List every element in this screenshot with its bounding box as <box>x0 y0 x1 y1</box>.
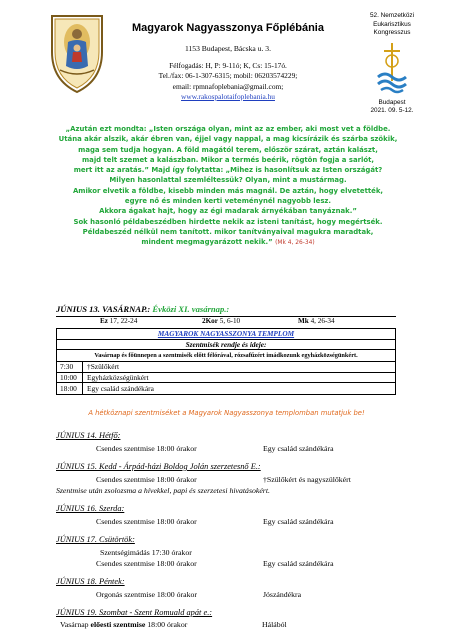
day-heading: JÚNIUS 16. Szerda: <box>56 504 125 513</box>
quote-line: Amikor elvetik a földbe, kisebb minden más magnál. De aztán, hogy elvetették, <box>72 186 384 195</box>
sunday-heading <box>56 304 229 314</box>
mass-intent: Jószándékra <box>263 590 302 599</box>
quote-line: Sok hasonló példabeszédben hirdette nekik az isteni tanítást, hogy megértsék. <box>73 217 383 226</box>
sunday-subtitle: Évközi XI. vasárnap.: <box>152 304 230 314</box>
email: email: rpmnafoplebania@gmail.com; <box>172 81 284 91</box>
quote-line: Utána akár alszik, akár ébren van, éjjel vagy nappal, a mag kicsírázik és szárba szökik, <box>58 135 398 144</box>
vigil-pre: Vasárnap <box>60 620 89 629</box>
temple-name: MAGYAROK NAGYASSZONYA TEMPLOM <box>157 329 295 339</box>
mass-intent: Egy család szándékára <box>263 517 334 526</box>
day-memo: Szentmise után zsolozsma a hívekkel, papi és szerzetesi hivatásokért. <box>56 486 270 495</box>
day-heading: JÚNIUS 17. Csütörtök: <box>56 535 135 544</box>
congress-block <box>352 12 432 116</box>
rosary-note-row <box>57 350 395 362</box>
mass-time: 18:00 <box>57 383 83 394</box>
quote-last-text: mindent megmagyarázott nekik.” <box>141 238 273 247</box>
mass-info: Csendes szentmise 18:00 órakor <box>96 559 197 568</box>
website-link[interactable]: www.rakospalotaifoplebania.hu <box>181 91 275 101</box>
day-heading: JÚNIUS 14. Hétfő: <box>56 431 121 440</box>
mass-intent: Egyházközségünkért <box>87 372 149 382</box>
vigil-mass-info <box>60 620 187 629</box>
quote-line-last <box>18 237 438 248</box>
quote-line: Milyen hasonlattal szemléltessük? Olyan, mint a mustármag. <box>109 176 347 185</box>
congress-line-3: Kongresszus <box>373 29 411 37</box>
rosary-note: Vasárnap és főünnepen a szentmisék előtt félórával, rózsafűzért imádkozunk egyházközségünkért. <box>94 352 358 359</box>
office-hours: Félfogadás: H, P: 9-11ó; K, Cs: 15-17ó. <box>169 61 287 71</box>
mass-time: 10:00 <box>57 373 83 383</box>
reading-ref: 17, 22-24 <box>109 317 138 325</box>
header-info <box>112 22 344 102</box>
weekday-note: A hétköznapi szentmiséket a Magyarok Nagyasszonya templomban mutatjuk be! <box>88 409 365 417</box>
order-label: Szentmisék rendje és ideje: <box>185 339 267 349</box>
table-row <box>57 383 395 394</box>
reading-ref: 5, 6-10 <box>219 317 241 325</box>
temple-row <box>57 329 395 340</box>
table-row <box>57 373 395 384</box>
mass-intent: Egy család szándékára <box>87 383 154 393</box>
mass-intent: †Szülőkért <box>87 362 120 372</box>
vigil-bold: előesti szentmise <box>90 620 146 629</box>
mass-intent: †Szülőkért és nagyszülőkért <box>263 475 351 484</box>
mass-intent: Hálából <box>262 620 287 629</box>
mass-time: 7:30 <box>57 362 83 372</box>
quote-line: egyre nő és minden kerti veteménynél nagyobb lesz. <box>124 197 332 206</box>
mass-info: Orgonás szentmise 18:00 órakor <box>96 590 197 599</box>
gospel-quote <box>18 124 438 249</box>
quote-line: maga sem tudja hogyan. A föld magától terem, először szárat, aztán kalászt, <box>78 145 378 154</box>
reading-book: Mk <box>298 317 309 325</box>
day-heading: JÚNIUS 19. Szombat - Szent Romuald apát e.: <box>56 608 213 617</box>
quote-line: „Azután ezt mondta: „Isten országa olyan, mint az az ember, aki most vet a földbe. <box>65 125 391 133</box>
day-heading: JÚNIUS 18. Péntek: <box>56 577 125 586</box>
congress-dates: 2021. 09. 5-12. <box>370 107 414 115</box>
mass-info: Csendes szentmise 18:00 órakor <box>96 444 197 453</box>
congress-city: Budapest <box>378 98 406 106</box>
phone: Tel./fax: 06-1-307-6315; mobil: 06203574229; <box>158 71 298 81</box>
quote-line: majd telt szemet a kalászban. Mikor a termés beérik, rögtön fogja a sarlót, <box>81 155 375 164</box>
reading-book: Ez <box>100 317 108 325</box>
mass-schedule-table <box>56 328 396 395</box>
vigil-post: 18:00 órakor <box>147 620 188 629</box>
quote-line: Példabeszéd nélkül nem tanított. mikor tanítványaival magukra maradtak, <box>82 227 374 236</box>
address: 1153 Budapest, Bácska u. 3. <box>185 44 271 53</box>
mass-info: Csendes szentmise 18:00 órakor <box>96 475 197 484</box>
quote-reference: (Mk 4, 26-34) <box>275 240 315 247</box>
adoration-info: Szentségimádás 17:30 órakor <box>100 548 192 557</box>
reading-book: 2Kor <box>202 317 218 325</box>
church-name: Magyarok Nagyasszonya Főplébánia <box>132 22 324 34</box>
table-row <box>57 362 395 373</box>
mass-intent: Egy család szándékára <box>263 559 334 568</box>
quote-line: Akkora ágakat hajt, hogy az égi madarak árnyékában tanyáznak.” <box>99 207 357 216</box>
order-row <box>57 340 395 351</box>
congress-line-2: Eukarisztikus <box>373 20 411 28</box>
sunday-date: JÚNIUS 13. VASÁRNAP.: <box>56 304 151 314</box>
day-heading: JÚNIUS 15. Kedd - Árpád-házi Boldog Jolán szerzetesnő E.: <box>56 462 261 471</box>
reading-ref: 4, 26-34 <box>310 317 335 325</box>
parish-logo <box>42 12 112 94</box>
mass-intent: Egy család szándékára <box>263 444 334 453</box>
mass-info: Csendes szentmise 18:00 órakor <box>96 517 197 526</box>
quote-line: mert itt az aratás.” Majd így folytatta: „Mihez is hasonlítsuk az Isten országát? <box>73 166 383 175</box>
congress-line-1: 52. Nemzetközi <box>369 12 415 19</box>
congress-logo <box>375 41 409 97</box>
